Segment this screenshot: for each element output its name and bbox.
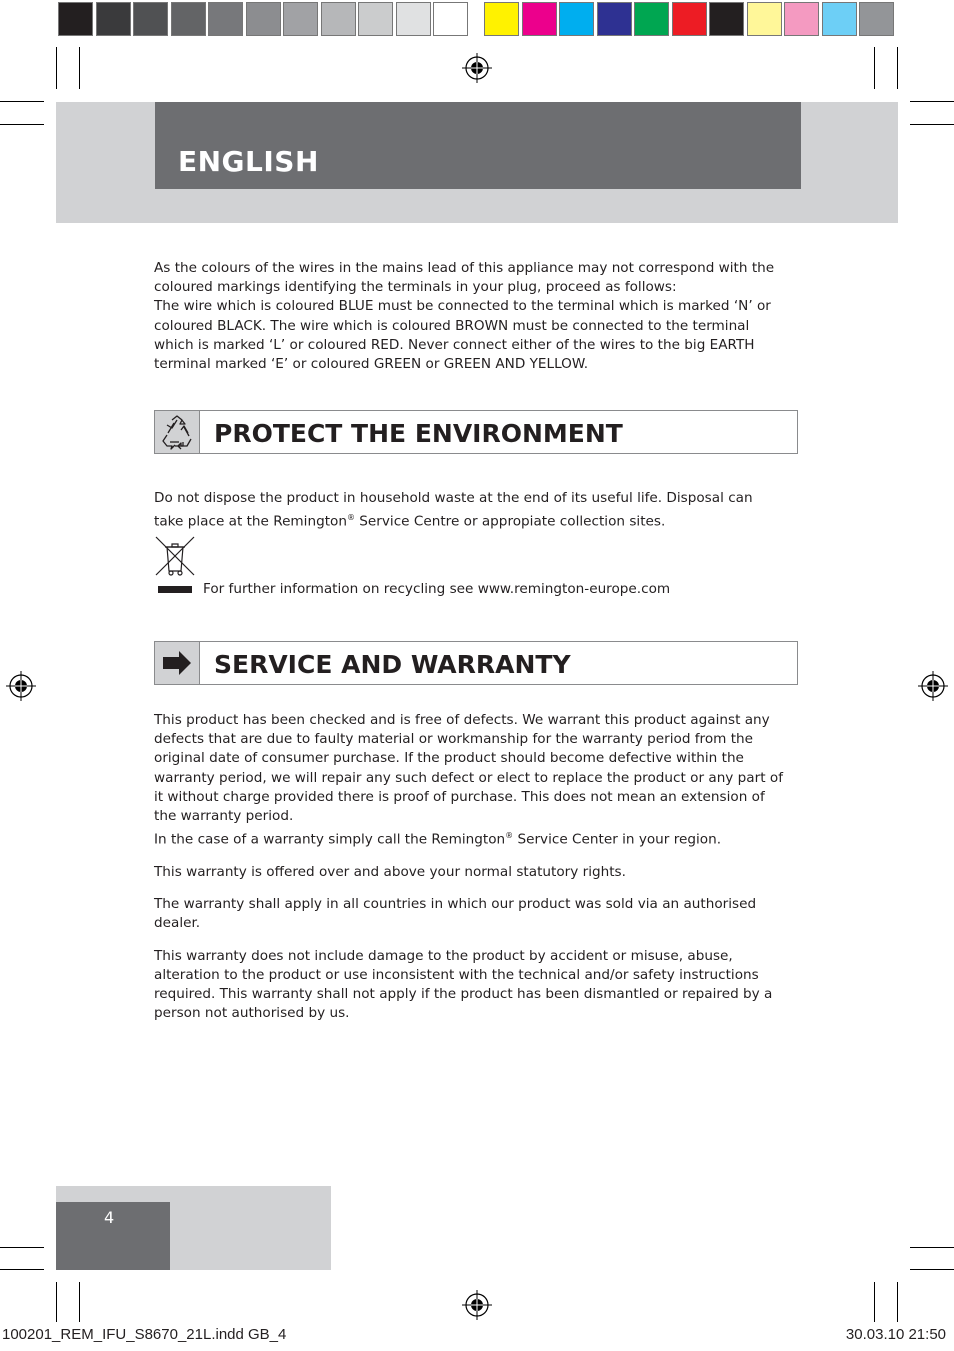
- crop-mark: [897, 1282, 898, 1322]
- intro-text: [154, 259, 786, 387]
- environment-text: [154, 489, 786, 545]
- crop-mark: [56, 47, 57, 89]
- warranty-section-title: SERVICE AND WARRANTY: [214, 650, 571, 679]
- color-swatch: [246, 2, 281, 36]
- color-swatch: [484, 2, 519, 36]
- page-number: 4: [104, 1208, 115, 1227]
- warranty-text: [154, 711, 786, 1036]
- color-swatch: [709, 2, 744, 36]
- crop-mark: [910, 1269, 954, 1270]
- color-swatch: [58, 2, 93, 36]
- color-swatch: [396, 2, 431, 36]
- warranty-paragraph: In the case of a warranty simply call the Remington® Service Center in your region.: [154, 831, 722, 848]
- gray-color-bar: [58, 2, 471, 38]
- color-swatch: [321, 2, 356, 36]
- crop-mark: [897, 47, 898, 89]
- crop-mark: [56, 1282, 57, 1322]
- crossed-bin-icon: [154, 535, 196, 595]
- color-swatch: [358, 2, 393, 36]
- crop-mark: [910, 124, 954, 125]
- crop-mark: [0, 1247, 44, 1248]
- color-swatch: [522, 2, 557, 36]
- registration-mark-icon: [462, 53, 492, 83]
- crop-mark: [874, 47, 875, 89]
- environment-section-header: [154, 410, 798, 454]
- warranty-paragraph: The warranty shall apply in all countries in which our product was sold via an authorised dealer.: [154, 896, 757, 932]
- environment-paragraph: Do not dispose the product in household waste at the end of its useful life. Disposal can take place at the Remington® Service Centre or appropiate collection sites.: [154, 490, 753, 530]
- crop-mark: [0, 1269, 44, 1270]
- recycle-icon-box: [155, 411, 200, 453]
- arrow-right-icon: [155, 642, 199, 684]
- warranty-paragraph: This product has been checked and is free of defects. We warrant this product against any defects that are due to faulty material or workmanship for the warranty period from the original date of consumer purchase. If the product should become defective within the warranty period, we will repair any such defect or elect to replace the product or any part of it without charge provided there is proof of purchase. This does not mean an extension of the warranty period.: [154, 712, 783, 825]
- color-swatch: [171, 2, 206, 36]
- color-swatch: [133, 2, 168, 36]
- color-swatch: [559, 2, 594, 36]
- color-swatch: [747, 2, 782, 36]
- process-color-bar: [484, 2, 897, 38]
- environment-section-title: PROTECT THE ENVIRONMENT: [214, 419, 623, 448]
- color-swatch: [784, 2, 819, 36]
- arrow-icon-box: [155, 642, 200, 684]
- color-swatch: [822, 2, 857, 36]
- crop-mark: [910, 101, 954, 102]
- color-swatch: [96, 2, 131, 36]
- warranty-section-header: [154, 641, 798, 685]
- crop-mark: [0, 101, 44, 102]
- color-swatch: [433, 2, 468, 36]
- color-swatch: [597, 2, 632, 36]
- warranty-paragraph: This warranty does not include damage to the product by accident or misuse, abuse, alteration to the product or use inconsistent with the technical and/or safety instructions required. This warranty shall not apply if the product has been dismantled or repaired by a person not authorised by us.: [154, 947, 773, 1022]
- crop-mark: [910, 1247, 954, 1248]
- registration-mark-icon: [6, 671, 36, 701]
- color-swatch: [208, 2, 243, 36]
- intro-paragraph: The wire which is coloured BLUE must be connected to the terminal which is marked ‘N’ or coloured BLACK. The wire which is coloured BROWN must be connected to the terminal which is marked ‘L’ or coloured RED. Never connect either of the wires to the big EARTH terminal marked ‘E’ or coloured GREEN or GREEN AND YELLOW.: [154, 298, 771, 373]
- file-slug: 100201_REM_IFU_S8670_21L.indd GB_4: [2, 1326, 287, 1343]
- color-swatch: [859, 2, 894, 36]
- warranty-paragraph: This warranty is offered over and above your normal statutory rights.: [154, 863, 626, 880]
- date-slug: 30.03.10 21:50: [845, 1326, 946, 1343]
- recycle-icon: [155, 411, 199, 453]
- page-title: ENGLISH: [178, 145, 319, 178]
- crop-mark: [0, 124, 44, 125]
- intro-paragraph: As the colours of the wires in the mains lead of this appliance may not correspond with the coloured markings identifying the terminals in your plug, proceed as follows:: [154, 260, 775, 296]
- color-swatch: [672, 2, 707, 36]
- crop-mark: [874, 1282, 875, 1322]
- registration-mark-icon: [462, 1290, 492, 1320]
- color-swatch: [634, 2, 669, 36]
- registration-mark-icon: [918, 671, 948, 701]
- recycling-info: For further information on recycling see www.remington-europe.com: [203, 581, 671, 597]
- crop-mark: [79, 1282, 80, 1322]
- color-swatch: [283, 2, 318, 36]
- crop-mark: [79, 47, 80, 89]
